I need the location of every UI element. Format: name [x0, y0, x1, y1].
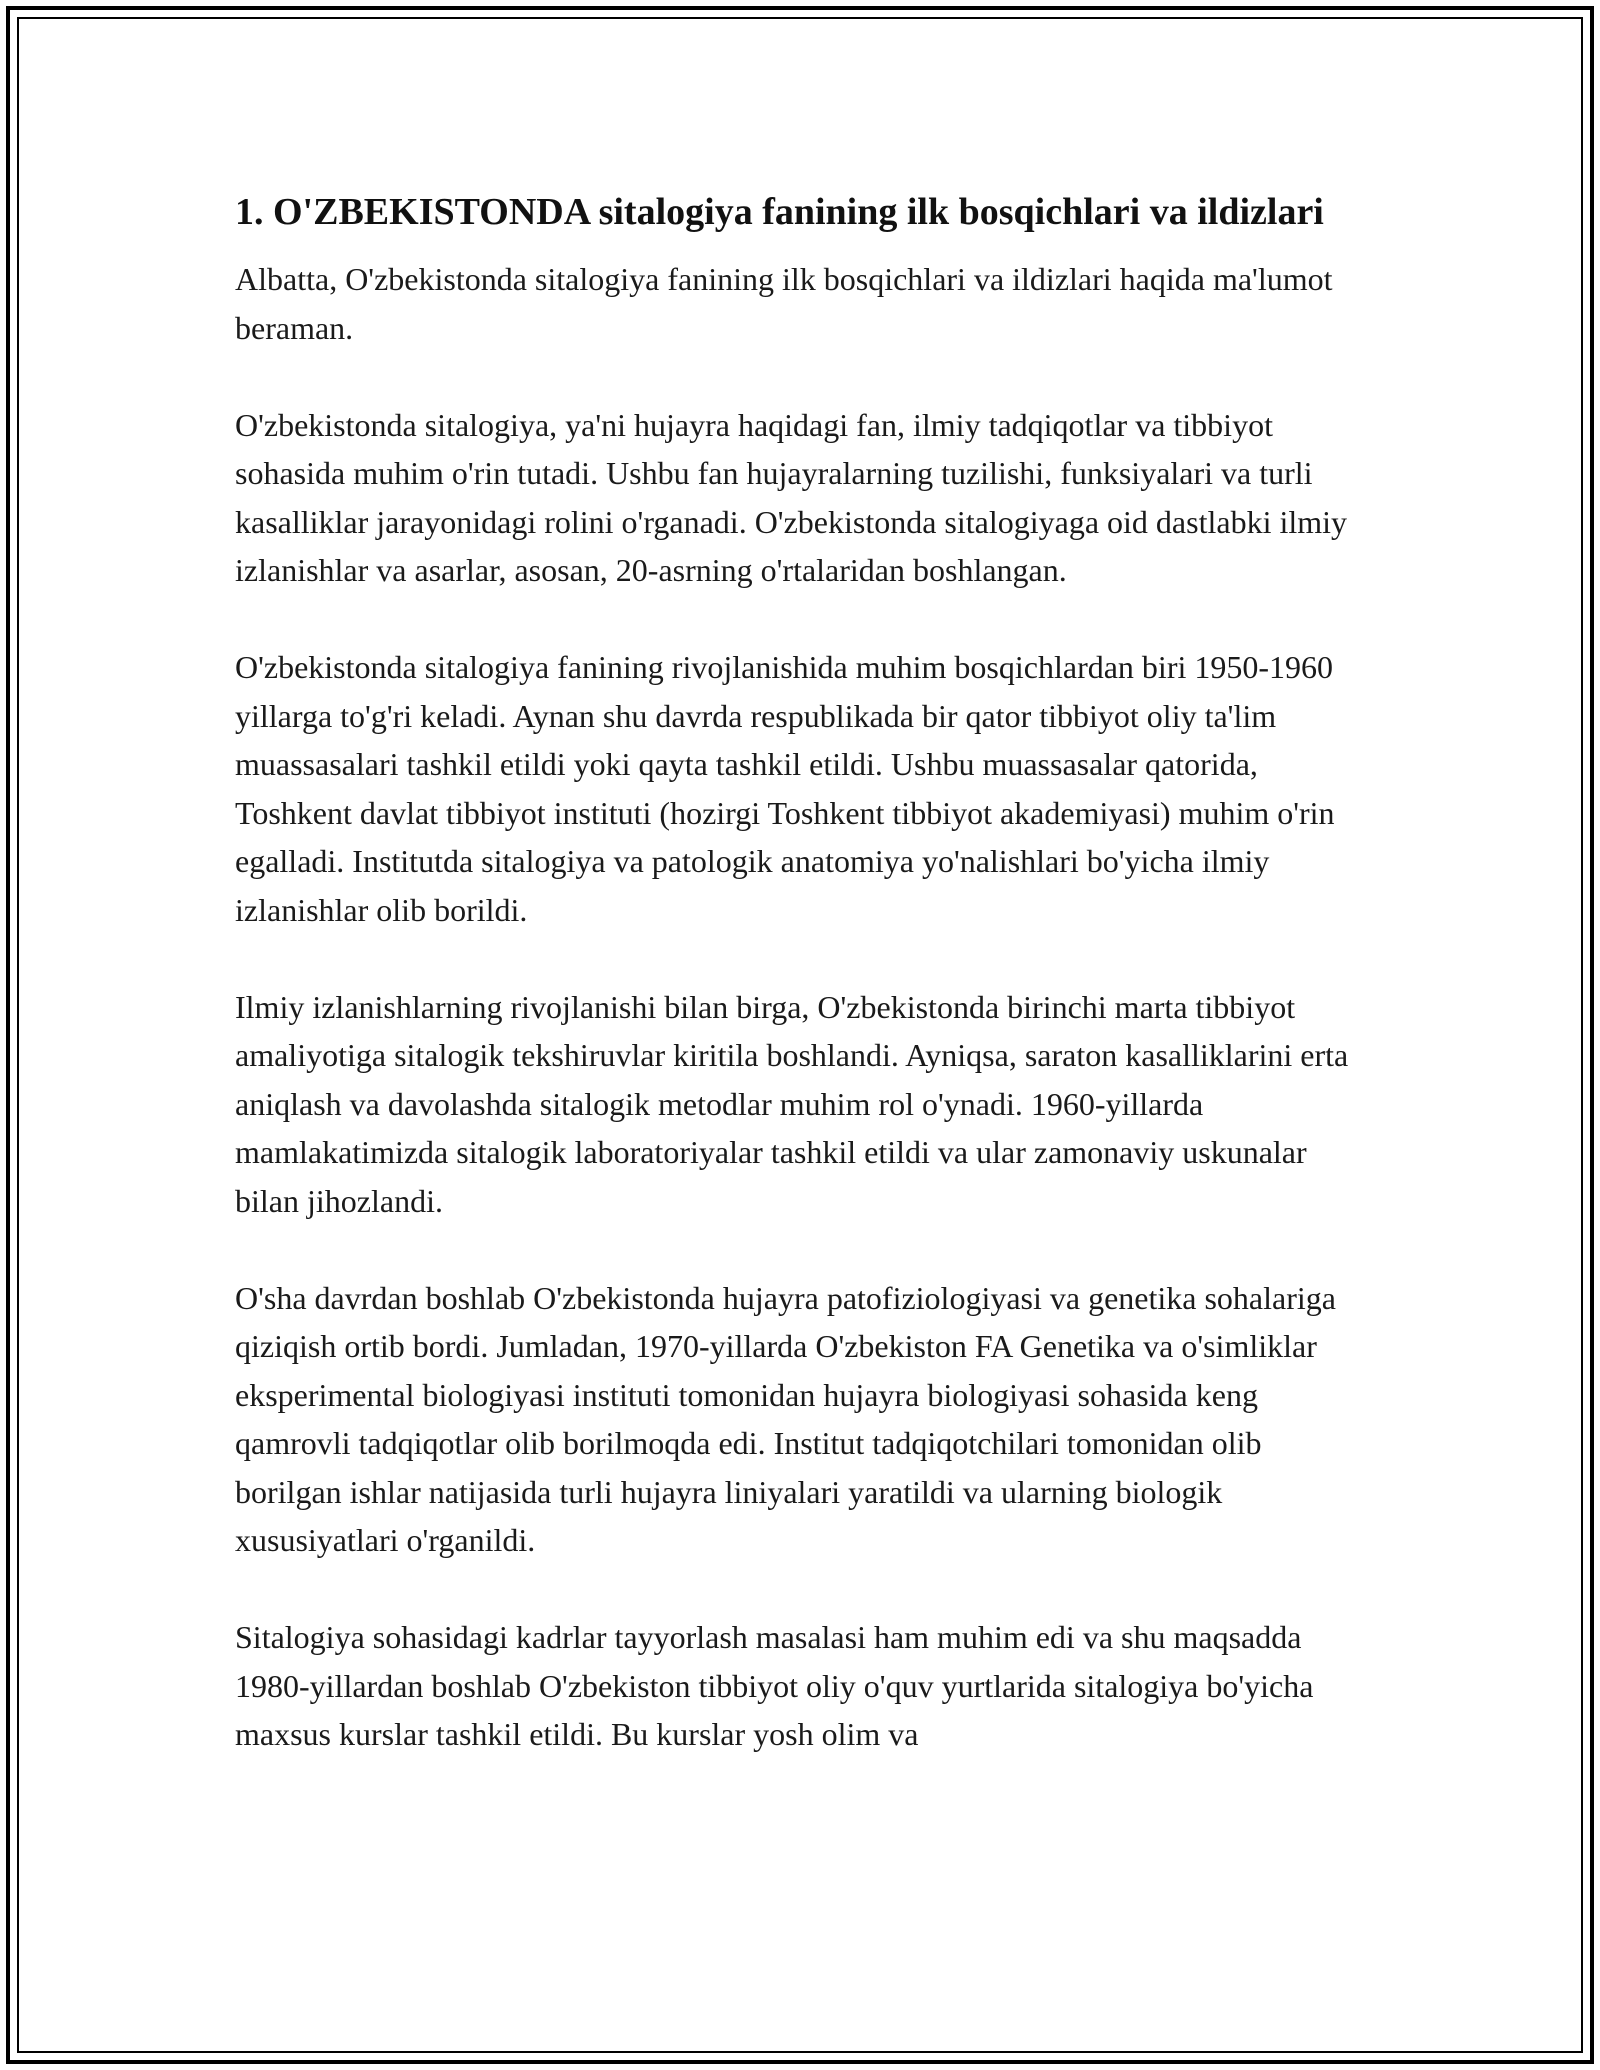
document-title: 1. O'ZBEKISTONDA sitalogiya fanining ilk bosqichlari va ildizlari [235, 191, 1324, 233]
paragraph-1950s: O'zbekistonda sitalogiya fanining rivojlanishida muhim bosqichlardan biri 1950-1960 yillarga to'g'ri keladi. Aynan shu davrda respublikada bir qator tibbiyot oliy ta'lim muassasalari tashkil etildi yoki qayta tashkil etildi. Ushbu muassasalar qatorida, Toshkent davlat tibbiyot instituti (hozirgi Toshkent tibbiyot akademiyasi) muhim o'rin egalladi. Institutda sitalogiya va patologik anatomiya yo'nalishlari bo'yicha ilmiy izlanishlar olib borildi. [235, 649, 1335, 928]
paragraph-intro: Albatta, O'zbekistonda sitalogiya fanining ilk bosqichlari va ildizlari haqida ma'lumot beraman. [235, 261, 1333, 346]
paragraph-1960s: Ilmiy izlanishlarning rivojlanishi bilan birga, O'zbekistonda birinchi marta tibbiyot amaliyotiga sitalogik tekshiruvlar kiritila boshlandi. Ayniqsa, saraton kasalliklarini erta aniqlash va davolashda sitalogik metodlar muhim rol o'ynadi. 1960-yillarda mamlakatimizda sitalogik laboratoriyalar tashkil etildi va ular zamonaviy uskunalar bilan jihozlandi. [235, 988, 1349, 1219]
paragraph-1970s: O'sha davrdan boshlab O'zbekistonda hujayra patofiziologiyasi va genetika sohalariga qiziqish ortib bordi. Jumladan, 1970-yillarda O'zbekiston FA Genetika va o'simliklar eksperimental biologiyasi instituti tomonidan hujayra biologiyasi sohasida keng qamrovli tadqiqotlar olib borilmoqda edi. Institut tadqiqotchilari tomonidan olib borilgan ishlar natijasida turli hujayra liniyalari yaratildi va ularning biologik xususiyatlari o'rganildi. [235, 1279, 1336, 1558]
paragraph-1980s: Sitalogiya sohasidagi kadrlar tayyorlash masalasi ham muhim edi va shu maqsadda 1980-yillardan boshlab O'zbekiston tibbiyot oliy o'quv yurtlarida sitalogiya bo'yicha maxsus kurslar tashkil etildi. Bu kurslar yosh olim va [235, 1619, 1314, 1752]
paragraph-definition: O'zbekistonda sitalogiya, ya'ni hujayra haqidagi fan, ilmiy tadqiqotlar va tibbiyot sohasida muhim o'rin tutadi. Ushbu fan hujayralarning tuzilishi, funksiyalari va turli kasalliklar jarayonidagi rolini o'rganadi. O'zbekistonda sitalogiyaga oid dastlabki ilmiy izlanishlar va asarlar, asosan, 20-asrning o'rtalaridan boshlangan. [235, 406, 1348, 588]
document-body [235, 185, 1375, 1807]
